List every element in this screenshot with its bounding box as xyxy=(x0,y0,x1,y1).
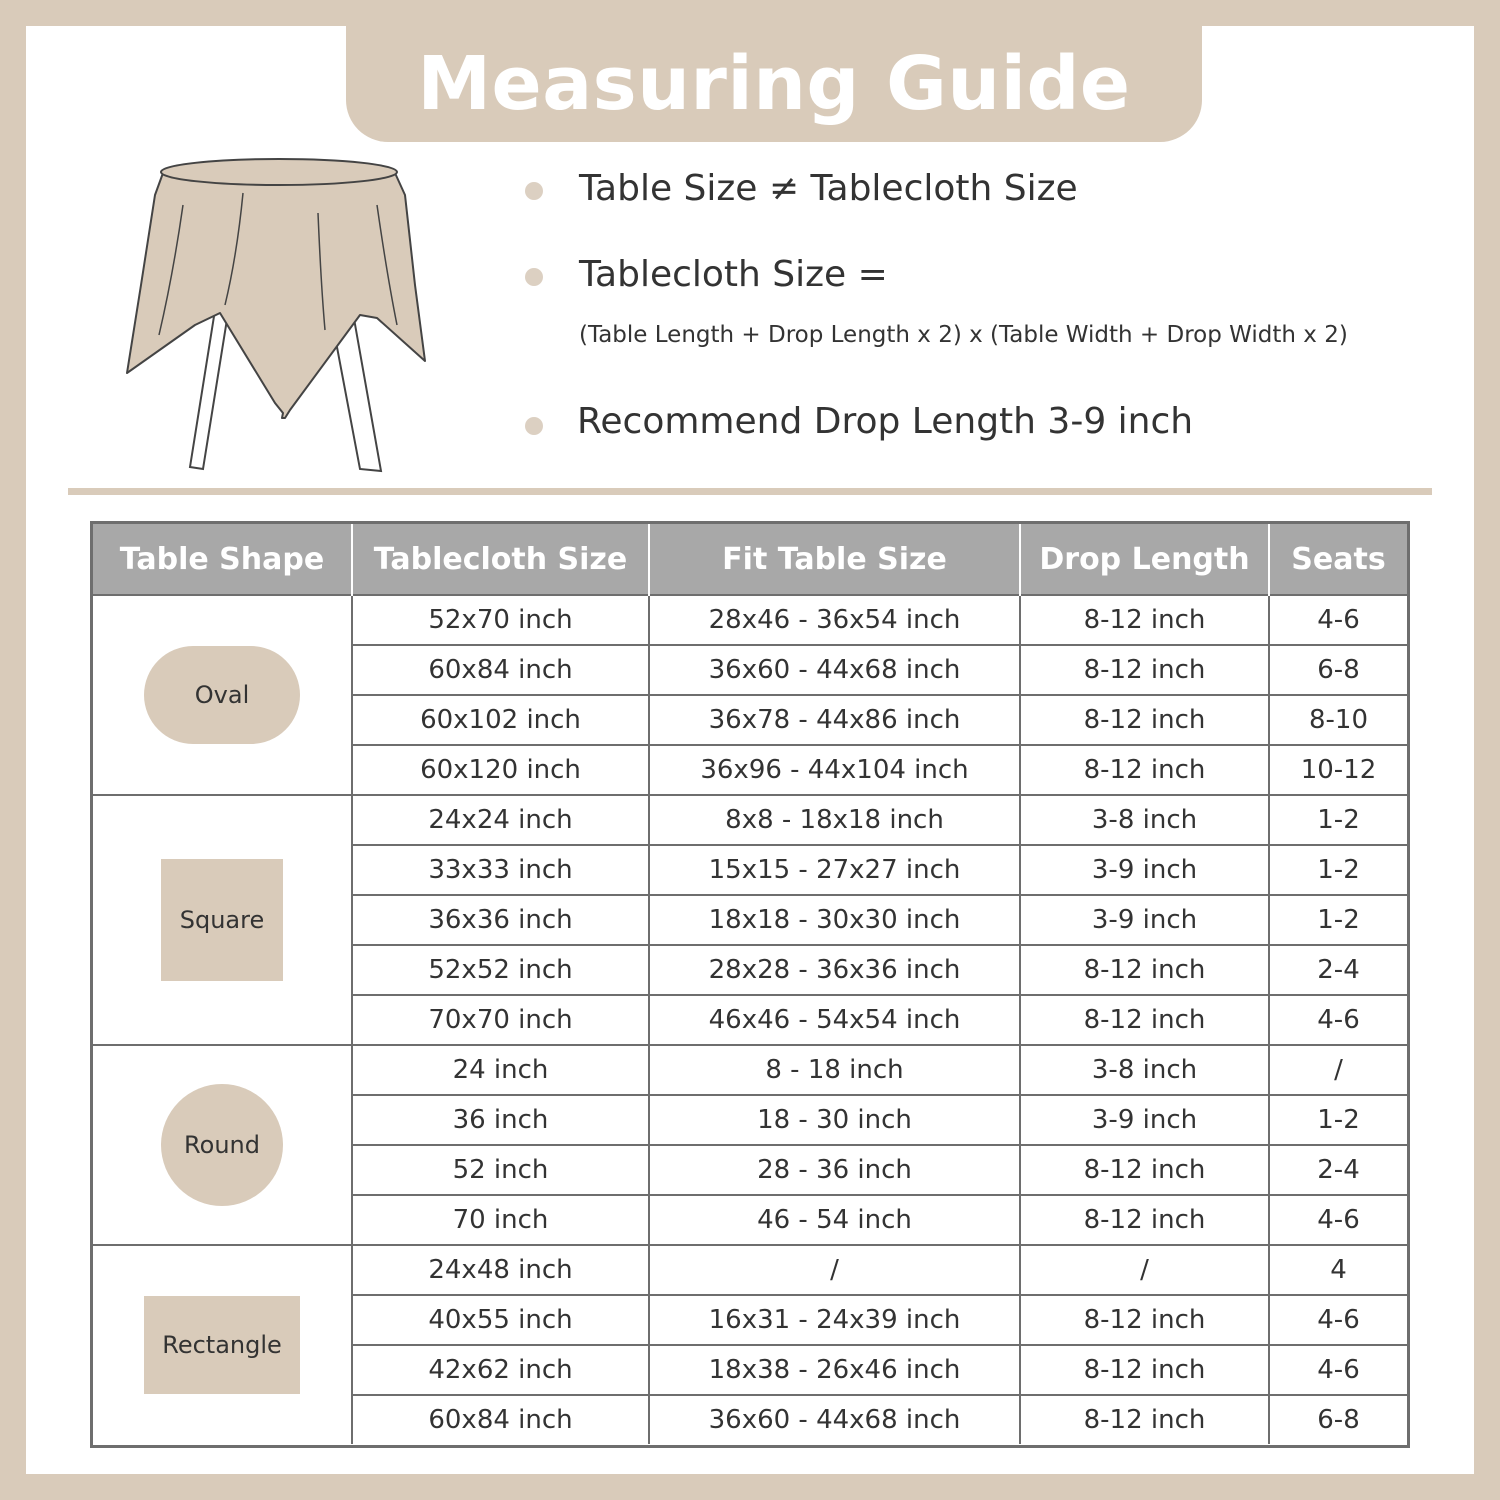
tablecloth-size-cell: 24x48 inch xyxy=(352,1245,649,1295)
fit-table-size-cell: 15x15 - 27x27 inch xyxy=(649,845,1020,895)
header-fit-table-size: Fit Table Size xyxy=(649,524,1020,595)
size-table-container xyxy=(90,521,1410,1448)
fit-table-size-cell: 28x46 - 36x54 inch xyxy=(649,595,1020,645)
tablecloth-size-cell: 60x120 inch xyxy=(352,745,649,795)
tablecloth-size-cell: 24x24 inch xyxy=(352,795,649,845)
seats-cell: 4-6 xyxy=(1269,595,1407,645)
bullet-dot xyxy=(525,268,543,286)
header-table-shape: Table Shape xyxy=(93,524,352,595)
drop-length-cell: 8-12 inch xyxy=(1020,1145,1269,1195)
size-table xyxy=(93,524,1407,1444)
drop-length-cell: 8-12 inch xyxy=(1020,645,1269,695)
fit-table-size-cell: 36x60 - 44x68 inch xyxy=(649,645,1020,695)
tablecloth-size-cell: 60x84 inch xyxy=(352,645,649,695)
tablecloth-size-cell: 52 inch xyxy=(352,1145,649,1195)
drop-length-cell: 3-8 inch xyxy=(1020,1045,1269,1095)
seats-cell: 8-10 xyxy=(1269,695,1407,745)
tablecloth-size-cell: 70 inch xyxy=(352,1195,649,1245)
table-header-row xyxy=(93,524,1407,595)
fit-table-size-cell: 18x18 - 30x30 inch xyxy=(649,895,1020,945)
bullet-drop-length: Recommend Drop Length 3-9 inch xyxy=(577,401,1194,442)
fit-table-size-cell: 28 - 36 inch xyxy=(649,1145,1020,1195)
shape-badge: Oval xyxy=(144,646,300,744)
fit-table-size-cell: 8 - 18 inch xyxy=(649,1045,1020,1095)
tablecloth-size-cell: 60x102 inch xyxy=(352,695,649,745)
seats-cell: 1-2 xyxy=(1269,845,1407,895)
table-row xyxy=(93,1045,1407,1095)
drop-length-cell: 3-8 inch xyxy=(1020,795,1269,845)
tablecloth-size-cell: 40x55 inch xyxy=(352,1295,649,1345)
table-body xyxy=(93,595,1407,1444)
header-seats: Seats xyxy=(1269,524,1407,595)
tablecloth-size-cell: 70x70 inch xyxy=(352,995,649,1045)
tablecloth-size-cell: 33x33 inch xyxy=(352,845,649,895)
drop-length-cell: 8-12 inch xyxy=(1020,695,1269,745)
shape-badge: Square xyxy=(161,859,283,981)
drop-length-cell: 3-9 inch xyxy=(1020,895,1269,945)
tablecloth-size-cell: 36x36 inch xyxy=(352,895,649,945)
seats-cell: 4-6 xyxy=(1269,1345,1407,1395)
header-drop-length: Drop Length xyxy=(1020,524,1269,595)
tablecloth-size-cell: 24 inch xyxy=(352,1045,649,1095)
shape-badge: Rectangle xyxy=(144,1296,300,1394)
shape-cell xyxy=(93,795,352,1045)
drop-length-cell: 8-12 inch xyxy=(1020,945,1269,995)
drop-length-cell: 8-12 inch xyxy=(1020,1395,1269,1444)
fit-table-size-cell: 36x78 - 44x86 inch xyxy=(649,695,1020,745)
fit-table-size-cell: 18x38 - 26x46 inch xyxy=(649,1345,1020,1395)
header-tablecloth-size: Tablecloth Size xyxy=(352,524,649,595)
table-row xyxy=(93,795,1407,845)
seats-cell: / xyxy=(1269,1045,1407,1095)
bullet-dot xyxy=(525,417,543,435)
seats-cell: 6-8 xyxy=(1269,645,1407,695)
drop-length-cell: 8-12 inch xyxy=(1020,1195,1269,1245)
table-row xyxy=(93,595,1407,645)
tablecloth-size-cell: 42x62 inch xyxy=(352,1345,649,1395)
drop-length-cell: 8-12 inch xyxy=(1020,745,1269,795)
seats-cell: 2-4 xyxy=(1269,945,1407,995)
seats-cell: 1-2 xyxy=(1269,895,1407,945)
page-title: Measuring Guide xyxy=(417,41,1131,127)
shape-cell xyxy=(93,1245,352,1444)
section-divider xyxy=(68,488,1432,495)
bullet-dot xyxy=(525,182,543,200)
formula-text: (Table Length + Drop Length x 2) x (Table Width + Drop Width x 2) xyxy=(579,322,1348,348)
drop-length-cell: 3-9 inch xyxy=(1020,845,1269,895)
tablecloth-size-cell: 52x52 inch xyxy=(352,945,649,995)
shape-badge: Round xyxy=(161,1084,283,1206)
drop-length-cell: 3-9 inch xyxy=(1020,1095,1269,1145)
seats-cell: 1-2 xyxy=(1269,795,1407,845)
seats-cell: 4 xyxy=(1269,1245,1407,1295)
seats-cell: 1-2 xyxy=(1269,1095,1407,1145)
shape-cell xyxy=(93,595,352,795)
drop-length-cell: 8-12 inch xyxy=(1020,1295,1269,1345)
fit-table-size-cell: 46 - 54 inch xyxy=(649,1195,1020,1245)
drop-length-cell: 8-12 inch xyxy=(1020,595,1269,645)
tablecloth-size-cell: 52x70 inch xyxy=(352,595,649,645)
fit-table-size-cell: 46x46 - 54x54 inch xyxy=(649,995,1020,1045)
table-row xyxy=(93,1245,1407,1295)
drop-length-cell: / xyxy=(1020,1245,1269,1295)
tablecloth-size-cell: 60x84 inch xyxy=(352,1395,649,1444)
seats-cell: 2-4 xyxy=(1269,1145,1407,1195)
fit-table-size-cell: 28x28 - 36x36 inch xyxy=(649,945,1020,995)
seats-cell: 4-6 xyxy=(1269,1295,1407,1345)
fit-table-size-cell: 36x96 - 44x104 inch xyxy=(649,745,1020,795)
fit-table-size-cell: 36x60 - 44x68 inch xyxy=(649,1395,1020,1444)
seats-cell: 6-8 xyxy=(1269,1395,1407,1444)
shape-cell xyxy=(93,1045,352,1245)
drop-length-cell: 8-12 inch xyxy=(1020,1345,1269,1395)
seats-cell: 4-6 xyxy=(1269,1195,1407,1245)
tablecloth-illustration xyxy=(125,155,430,475)
drop-length-cell: 8-12 inch xyxy=(1020,995,1269,1045)
fit-table-size-cell: / xyxy=(649,1245,1020,1295)
fit-table-size-cell: 16x31 - 24x39 inch xyxy=(649,1295,1020,1345)
seats-cell: 4-6 xyxy=(1269,995,1407,1045)
bullet-table-size: Table Size ≠ Tablecloth Size xyxy=(579,168,1078,209)
bullet-tablecloth-size: Tablecloth Size = xyxy=(579,254,888,295)
fit-table-size-cell: 18 - 30 inch xyxy=(649,1095,1020,1145)
seats-cell: 10-12 xyxy=(1269,745,1407,795)
fit-table-size-cell: 8x8 - 18x18 inch xyxy=(649,795,1020,845)
tablecloth-size-cell: 36 inch xyxy=(352,1095,649,1145)
title-banner xyxy=(346,26,1202,142)
